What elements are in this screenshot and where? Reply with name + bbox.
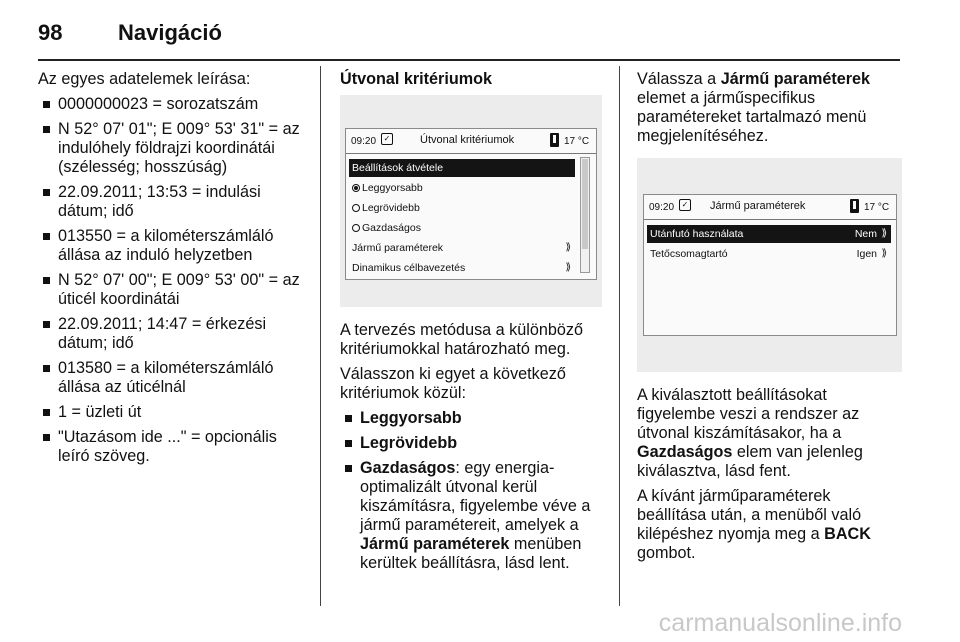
list-item: 0000000023 = sorozatszám	[38, 95, 308, 114]
menu-item-label: Legrövidebb	[362, 202, 420, 214]
list-item: N 52° 07' 01"; E 009° 53' 31" = az indulóhely földrajzi koordinátái (szélesség; hosszúság)	[38, 120, 308, 177]
screen-temperature: 17 °C	[564, 136, 590, 147]
menu-item-label: Beállítások átvétele	[352, 162, 444, 174]
menu-item-dynamic-guidance[interactable]	[349, 259, 575, 277]
intro-text: Az egyes adatelemek leírása:	[38, 70, 251, 88]
menu-item-vehicle-parameters[interactable]	[349, 239, 575, 257]
section-heading: Útvonal kritériumok	[340, 70, 493, 88]
list-item: 1 = üzleti út	[38, 403, 308, 422]
menu-item-shortest[interactable]	[349, 199, 575, 217]
list-item: 22.09.2011; 14:47 = érkezési dátum; idő	[38, 315, 308, 353]
paragraph: Válassza a Jármű paraméterek elemet a járműspecifikus paramétereket tartalmazó menü megjelenítéséhez.	[637, 70, 871, 145]
screen-temperature: 17 °C	[864, 202, 890, 213]
column-divider	[320, 66, 321, 606]
menu-item-fastest[interactable]	[349, 179, 575, 197]
menu-item-label: Utánfutó használata	[650, 228, 744, 240]
clock-icon: ✓	[381, 133, 393, 145]
menu-item-label: Tetőcsomagtartó	[650, 248, 728, 260]
menu-item-value: Igen	[856, 248, 877, 260]
menu-item-economic[interactable]	[349, 219, 575, 237]
menu-item-trailer-use[interactable]	[647, 225, 891, 243]
chevron-right-icon: ⟫	[881, 248, 887, 259]
radio-empty-icon	[352, 204, 360, 212]
paragraph: A tervezés metódusa a különböző kritériumokkal határozható meg.	[340, 321, 583, 358]
thermometer-icon	[550, 133, 559, 147]
screen-time: 09:20	[351, 136, 377, 147]
screen-title: Útvonal kritériumok	[420, 134, 515, 146]
paragraph: A kívánt járműparaméterek beállítása után, a menüből való kilépéshez nyomja meg a BACK gombot.	[637, 487, 871, 562]
column-2	[340, 70, 602, 579]
menu-item-label: Dinamikus célbavezetés	[352, 262, 466, 274]
chevron-right-icon: ⟫	[565, 242, 571, 253]
paragraph: A kiválasztott beállításokat figyelembe veszi a rendszer az útvonal kiszámításakor, ha a Gazdaságos elem van jelenleg kiválasztva, lásd fent.	[637, 386, 863, 480]
watermark: carmanualsonline.info	[658, 609, 902, 637]
criteria-list	[340, 409, 602, 573]
list-item: 013580 = a kilométerszámláló állása az úticélnál	[38, 359, 308, 397]
column-3	[637, 70, 902, 569]
route-criteria-screen-figure	[340, 95, 602, 307]
screen-title: Jármű paraméterek	[710, 200, 806, 212]
screen-time: 09:20	[649, 202, 675, 213]
screen-status-bar	[644, 195, 896, 220]
page-title: Navigáció	[118, 20, 222, 45]
clock-icon: ✓	[679, 199, 691, 211]
header-rule	[38, 59, 900, 61]
menu-item-label: Gazdaságos	[362, 222, 421, 234]
list-item: Leggyorsabb	[340, 409, 602, 428]
chevron-right-icon: ⟫	[881, 228, 887, 239]
radio-empty-icon	[352, 224, 360, 232]
route-criteria-screen	[345, 128, 597, 280]
list-item: N 52° 07' 00"; E 009° 53' 00" = az úticél koordinátái	[38, 271, 308, 309]
radio-selected-icon	[352, 184, 360, 192]
menu-item-roof-rack[interactable]	[647, 245, 891, 263]
column-1	[38, 70, 308, 472]
menu-item-apply-settings[interactable]	[349, 159, 575, 177]
screen-status-bar	[346, 129, 596, 154]
list-item: 013550 = a kilométerszámláló állása az induló helyzetben	[38, 227, 308, 265]
page-number: 98	[38, 20, 63, 45]
data-element-list	[38, 95, 308, 466]
menu-item-value: Nem	[854, 228, 877, 240]
scroll-thumb[interactable]	[582, 159, 588, 249]
vehicle-parameters-screen-figure	[637, 158, 902, 372]
vehicle-parameters-screen	[643, 194, 897, 336]
thermometer-icon	[850, 199, 859, 213]
list-item: Gazdaságos: egy energia-optimalizált útvonal kerül kiszámításra, figyelembe véve a jármű paramétereit, amelyek a Jármű paraméterek menüben kerültek beállításra, lásd lent.	[340, 459, 602, 573]
menu-item-label: Jármű paraméterek	[352, 242, 444, 254]
list-item: 22.09.2011; 13:53 = indulási dátum; idő	[38, 183, 308, 221]
list-item: "Utazásom ide ..." = opcionális leíró szöveg.	[38, 428, 308, 466]
list-item: Legrövidebb	[340, 434, 602, 453]
scrollbar[interactable]	[580, 157, 590, 273]
column-divider	[619, 66, 620, 606]
chevron-right-icon: ⟫	[565, 262, 571, 273]
paragraph: Válasszon ki egyet a következő kritériumok közül:	[340, 365, 566, 402]
menu-item-label: Leggyorsabb	[362, 182, 423, 194]
